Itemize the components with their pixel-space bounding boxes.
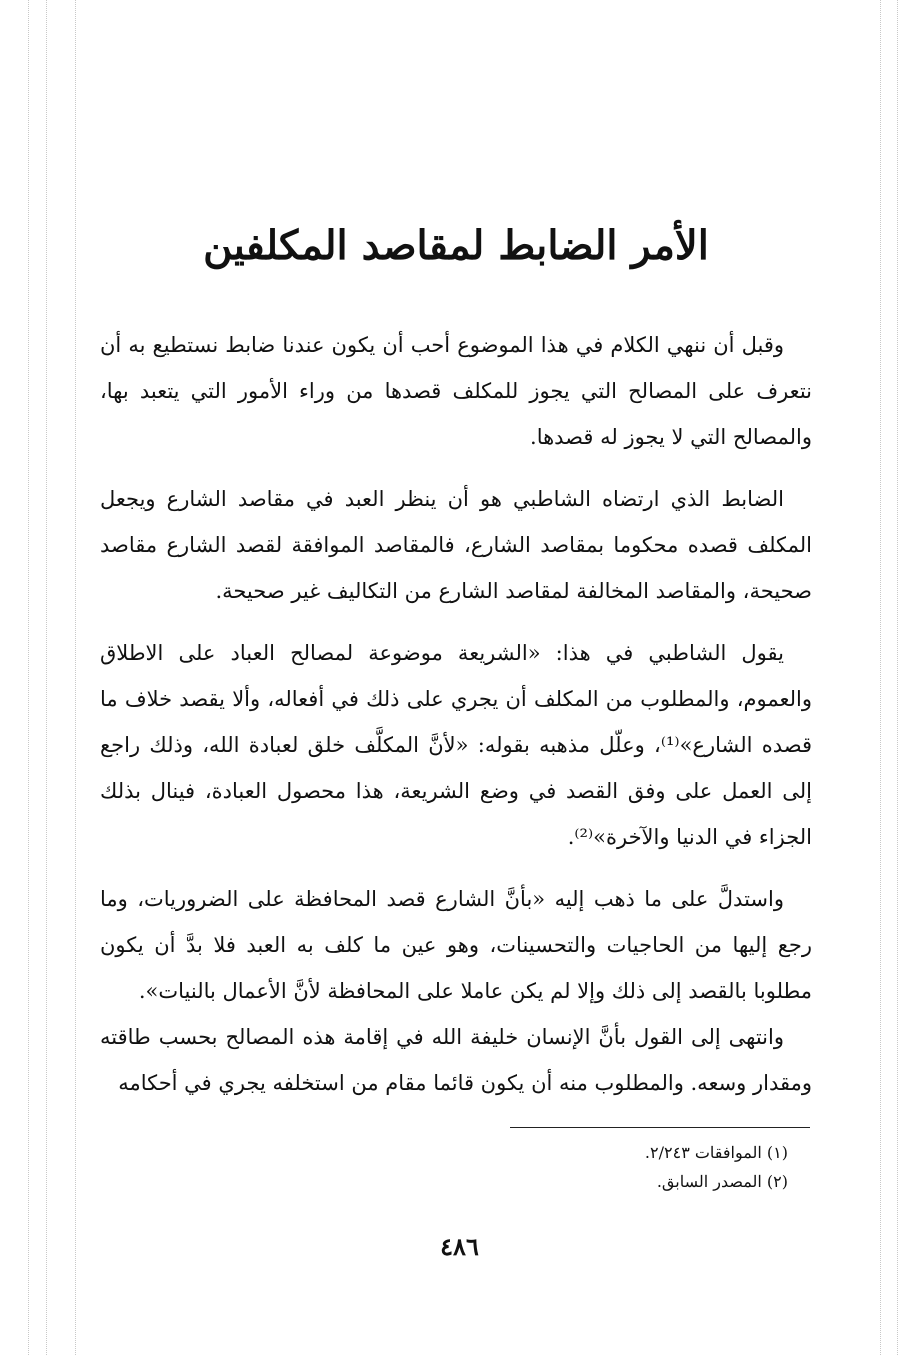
page-body [100, 222, 812, 1122]
footnotes [100, 1138, 788, 1196]
margin-guide [897, 0, 898, 1355]
margin-guide [880, 0, 881, 1355]
margin-guide [46, 0, 47, 1355]
paragraph: وقبل أن ننهي الكلام في هذا الموضوع أحب أن يكون عندنا ضابط نستطيع به أن نتعرف على المصالح التي يجوز للمكلف قصدها من وراء الأمور التي يتعبد بها، والمصالح التي لا يجوز له قصدها. [100, 333, 812, 449]
paragraph: يقول الشاطبي في هذا: «الشريعة موضوعة لمصالح العباد على الاطلاق والعموم، والمطلوب من المكلف أن يجري على ذلك في أفعاله، وألا يقصد خلاف ما قصده الشارع»⁽¹⁾، وعلّل مذهبه بقوله: «لأنَّ المكلَّف خلق لعبادة الله، وذلك راجع إلى العمل على وفق القصد في وضع الشريعة، هذا محصول العبادة، فينال بذلك الجزاء في الدنيا والآخرة»⁽²⁾. [100, 641, 813, 849]
paragraph: وانتهى إلى القول بأنَّ الإنسان خليفة الله في إقامة هذه المصالح بحسب طاقته ومقدار وسعه. والمطلوب منه أن يكون قائما مقام من استخلفه يجري في أحكامه [100, 1025, 812, 1095]
paragraph: الضابط الذي ارتضاه الشاطبي هو أن ينظر العبد في مقاصد الشارع ويجعل المكلف قصده محكوما بمقاصد الشارع، فالمقاصد الموافقة لقصد الشارع مقاصد صحيحة، والمقاصد المخالفة لمقاصد الشارع من التكاليف غير صحيحة. [100, 487, 812, 603]
margin-guide [28, 0, 29, 1355]
footnote: (٢) المصدر السابق. [656, 1172, 788, 1191]
footnote: (١) الموافقات ٢/٢٤٣. [644, 1143, 788, 1162]
footnote-separator [510, 1127, 810, 1128]
page-number: ٤٨٦ [440, 1232, 479, 1261]
margin-guide [75, 0, 76, 1355]
paragraph: واستدلَّ على ما ذهب إليه «بأنَّ الشارع قصد المحافظة على الضروريات، وما رجع إليها من الحاجيات والتحسينات، وهو عين ما كلف به العبد فلا بدَّ أن يكون مطلوبا بالقصد إلى ذلك وإلا لم يكن عاملا على المحافظة لأنَّ الأعمال بالنيات». [100, 887, 812, 1003]
page-title: الأمر الضابط لمقاصد المكلفين [203, 222, 709, 269]
